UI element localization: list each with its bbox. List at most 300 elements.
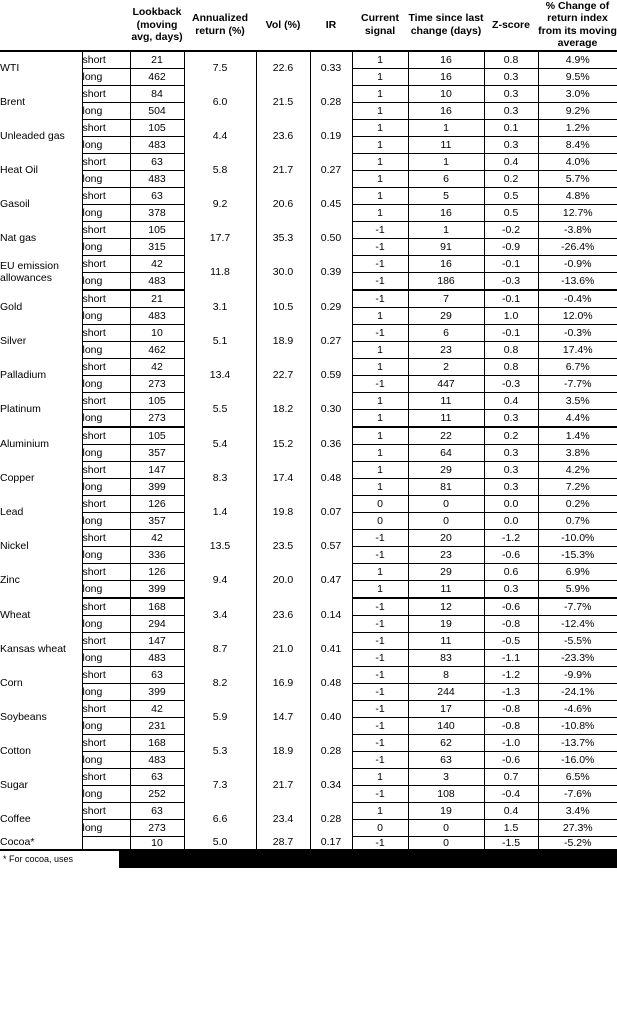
current-signal-value: -1 (352, 375, 408, 392)
current-signal-value: -1 (352, 529, 408, 546)
time-since-value: 11 (408, 632, 484, 649)
asset-name: Wheat (0, 598, 82, 633)
zscore-value: -1.0 (484, 734, 538, 751)
table-row (0, 563, 617, 580)
asset-name: Silver (0, 324, 82, 358)
pct-change-value: -9.9% (538, 666, 617, 683)
term-label: long (82, 478, 130, 495)
annualized-return-value: 5.3 (184, 734, 256, 768)
annualized-return-value: 5.4 (184, 427, 256, 462)
asset-name: Corn (0, 666, 82, 700)
vol-value: 28.7 (256, 836, 310, 850)
vol-value: 18.9 (256, 734, 310, 768)
zscore-value: 0.8 (484, 341, 538, 358)
zscore-value: 0.4 (484, 802, 538, 819)
term-label: short (82, 734, 130, 751)
current-signal-value: 1 (352, 341, 408, 358)
pct-change-value: -23.3% (538, 649, 617, 666)
time-since-value: 19 (408, 802, 484, 819)
annualized-return-value: 8.2 (184, 666, 256, 700)
time-since-value: 7 (408, 290, 484, 308)
lookback-value: 63 (130, 187, 184, 204)
footnote (0, 851, 617, 865)
pct-change-value: 3.5% (538, 392, 617, 409)
time-since-value: 23 (408, 546, 484, 563)
lookback-value: 105 (130, 427, 184, 445)
table-row (0, 666, 617, 683)
term-label: short (82, 427, 130, 445)
asset-name: Coffee (0, 802, 82, 836)
term-label: long (82, 307, 130, 324)
current-signal-value: -1 (352, 255, 408, 272)
annualized-return-value: 8.3 (184, 461, 256, 495)
ir-value: 0.27 (310, 324, 352, 358)
vol-value: 20.0 (256, 563, 310, 598)
zscore-value: 0.4 (484, 153, 538, 170)
current-signal-value: 0 (352, 512, 408, 529)
zscore-value: 1.0 (484, 307, 538, 324)
zscore-value: 0.0 (484, 495, 538, 512)
time-since-value: 23 (408, 341, 484, 358)
vol-value: 16.9 (256, 666, 310, 700)
current-signal-value: 1 (352, 802, 408, 819)
current-signal-value: 1 (352, 51, 408, 69)
vol-value: 21.7 (256, 153, 310, 187)
term-label: short (82, 529, 130, 546)
current-signal-value: 1 (352, 187, 408, 204)
lookback-value: 462 (130, 341, 184, 358)
term-label: long (82, 819, 130, 836)
zscore-value: -0.3 (484, 375, 538, 392)
zscore-value: -0.1 (484, 290, 538, 308)
current-signal-value: -1 (352, 717, 408, 734)
zscore-value: 0.4 (484, 392, 538, 409)
asset-name: EU emission allowances (0, 255, 82, 290)
zscore-value: 0.3 (484, 444, 538, 461)
header-annualized-return: Annualized return (%) (184, 0, 256, 51)
lookback-value: 21 (130, 51, 184, 69)
zscore-value: -1.1 (484, 649, 538, 666)
pct-change-value: 3.0% (538, 85, 617, 102)
ir-value: 0.36 (310, 427, 352, 462)
lookback-value: 273 (130, 409, 184, 427)
table-row (0, 153, 617, 170)
header-asset (0, 0, 82, 51)
zscore-value: 0.3 (484, 409, 538, 427)
time-since-value: 16 (408, 204, 484, 221)
current-signal-value: -1 (352, 649, 408, 666)
term-label: short (82, 358, 130, 375)
ir-value: 0.28 (310, 802, 352, 836)
annualized-return-value: 7.3 (184, 768, 256, 802)
header-ir: IR (310, 0, 352, 51)
term-label: long (82, 102, 130, 119)
ir-value: 0.34 (310, 768, 352, 802)
ir-value: 0.48 (310, 461, 352, 495)
lookback-value: 84 (130, 85, 184, 102)
pct-change-value: -7.6% (538, 785, 617, 802)
time-since-value: 62 (408, 734, 484, 751)
current-signal-value: -1 (352, 734, 408, 751)
vol-value: 15.2 (256, 427, 310, 462)
lookback-value: 399 (130, 580, 184, 598)
current-signal-value: 1 (352, 768, 408, 785)
zscore-value: 0.2 (484, 170, 538, 187)
time-since-value: 186 (408, 272, 484, 290)
time-since-value: 1 (408, 119, 484, 136)
pct-change-value: -3.8% (538, 221, 617, 238)
lookback-value: 147 (130, 632, 184, 649)
current-signal-value: 1 (352, 409, 408, 427)
vol-value: 35.3 (256, 221, 310, 255)
current-signal-value: -1 (352, 683, 408, 700)
current-signal-value: 1 (352, 119, 408, 136)
asset-name: Brent (0, 85, 82, 119)
ir-value: 0.47 (310, 563, 352, 598)
table-row (0, 461, 617, 478)
term-label: short (82, 666, 130, 683)
zscore-value: 0.2 (484, 427, 538, 445)
term-label: short (82, 255, 130, 272)
lookback-value: 63 (130, 666, 184, 683)
lookback-value: 126 (130, 563, 184, 580)
zscore-value: -1.5 (484, 836, 538, 850)
lookback-value: 357 (130, 512, 184, 529)
vol-value: 23.4 (256, 802, 310, 836)
term-label: long (82, 717, 130, 734)
table-row (0, 632, 617, 649)
table-row (0, 324, 617, 341)
term-label: long (82, 444, 130, 461)
ir-value: 0.50 (310, 221, 352, 255)
table-row (0, 427, 617, 445)
pct-change-value: -13.7% (538, 734, 617, 751)
time-since-value: 108 (408, 785, 484, 802)
pct-change-value: -13.6% (538, 272, 617, 290)
vol-value: 14.7 (256, 700, 310, 734)
zscore-value: 0.1 (484, 119, 538, 136)
time-since-value: 0 (408, 512, 484, 529)
pct-change-value: 6.7% (538, 358, 617, 375)
time-since-value: 11 (408, 136, 484, 153)
asset-name: WTI (0, 51, 82, 86)
lookback-value: 42 (130, 529, 184, 546)
pct-change-value: -7.7% (538, 375, 617, 392)
current-signal-value: 1 (352, 478, 408, 495)
pct-change-value: 12.0% (538, 307, 617, 324)
table-row (0, 358, 617, 375)
lookback-value: 273 (130, 375, 184, 392)
ir-value: 0.30 (310, 392, 352, 427)
current-signal-value: -1 (352, 700, 408, 717)
pct-change-value: -7.7% (538, 598, 617, 616)
header-term (82, 0, 130, 51)
pct-change-value: -16.0% (538, 751, 617, 768)
current-signal-value: -1 (352, 751, 408, 768)
asset-name: Zinc (0, 563, 82, 598)
current-signal-value: -1 (352, 666, 408, 683)
current-signal-value: -1 (352, 632, 408, 649)
pct-change-value: -15.3% (538, 546, 617, 563)
time-since-value: 8 (408, 666, 484, 683)
time-since-value: 10 (408, 85, 484, 102)
annualized-return-value: 9.4 (184, 563, 256, 598)
lookback-value: 483 (130, 751, 184, 768)
time-since-value: 11 (408, 580, 484, 598)
zscore-value: 1.5 (484, 819, 538, 836)
redaction-bar (119, 851, 617, 868)
vol-value: 23.5 (256, 529, 310, 563)
zscore-value: -1.2 (484, 529, 538, 546)
pct-change-value: 0.2% (538, 495, 617, 512)
ir-value: 0.33 (310, 51, 352, 86)
term-label: long (82, 341, 130, 358)
pct-change-value: -0.3% (538, 324, 617, 341)
time-since-value: 2 (408, 358, 484, 375)
pct-change-value: -0.4% (538, 290, 617, 308)
ir-value: 0.45 (310, 187, 352, 221)
time-since-value: 0 (408, 819, 484, 836)
annualized-return-value: 8.7 (184, 632, 256, 666)
annualized-return-value: 5.5 (184, 392, 256, 427)
zscore-value: 0.5 (484, 187, 538, 204)
time-since-value: 16 (408, 68, 484, 85)
annualized-return-value: 1.4 (184, 495, 256, 529)
pct-change-value: 6.5% (538, 768, 617, 785)
pct-change-value: -26.4% (538, 238, 617, 255)
term-label: long (82, 785, 130, 802)
header-vol: Vol (%) (256, 0, 310, 51)
zscore-value: -1.2 (484, 666, 538, 683)
time-since-value: 16 (408, 102, 484, 119)
time-since-value: 3 (408, 768, 484, 785)
ir-value: 0.29 (310, 290, 352, 325)
lookback-value: 105 (130, 119, 184, 136)
zscore-value: 0.6 (484, 563, 538, 580)
vol-value: 21.7 (256, 768, 310, 802)
lookback-value: 168 (130, 598, 184, 616)
vol-value: 21.0 (256, 632, 310, 666)
term-label: short (82, 153, 130, 170)
vol-value: 21.5 (256, 85, 310, 119)
vol-value: 22.6 (256, 51, 310, 86)
zscore-value: 0.7 (484, 768, 538, 785)
zscore-value: -0.2 (484, 221, 538, 238)
lookback-value: 10 (130, 836, 184, 850)
term-label: long (82, 546, 130, 563)
current-signal-value: 0 (352, 819, 408, 836)
vol-value: 22.7 (256, 358, 310, 392)
current-signal-value: -1 (352, 221, 408, 238)
pct-change-value: 9.2% (538, 102, 617, 119)
pct-change-value: -10.8% (538, 717, 617, 734)
lookback-value: 399 (130, 683, 184, 700)
zscore-value: 0.3 (484, 580, 538, 598)
pct-change-value: 9.5% (538, 68, 617, 85)
term-label: short (82, 495, 130, 512)
table-row (0, 187, 617, 204)
lookback-value: 504 (130, 102, 184, 119)
zscore-value: -0.6 (484, 546, 538, 563)
lookback-value: 483 (130, 170, 184, 187)
time-since-value: 17 (408, 700, 484, 717)
term-label: long (82, 615, 130, 632)
time-since-value: 83 (408, 649, 484, 666)
zscore-value: -0.3 (484, 272, 538, 290)
current-signal-value: -1 (352, 546, 408, 563)
ir-value: 0.14 (310, 598, 352, 633)
pct-change-value: -12.4% (538, 615, 617, 632)
current-signal-value: 1 (352, 85, 408, 102)
time-since-value: 0 (408, 836, 484, 850)
time-since-value: 447 (408, 375, 484, 392)
annualized-return-value: 17.7 (184, 221, 256, 255)
zscore-value: 0.3 (484, 136, 538, 153)
term-label: long (82, 68, 130, 85)
table-row (0, 51, 617, 69)
ir-value: 0.48 (310, 666, 352, 700)
term-label: long (82, 409, 130, 427)
header-lookback: Lookback (moving avg, days) (130, 0, 184, 51)
pct-change-value: 4.8% (538, 187, 617, 204)
current-signal-value: 1 (352, 444, 408, 461)
current-signal-value: 1 (352, 204, 408, 221)
ir-value: 0.28 (310, 85, 352, 119)
time-since-value: 63 (408, 751, 484, 768)
lookback-value: 483 (130, 307, 184, 324)
pct-change-value: 3.8% (538, 444, 617, 461)
annualized-return-value: 6.0 (184, 85, 256, 119)
lookback-value: 483 (130, 136, 184, 153)
pct-change-value: 4.4% (538, 409, 617, 427)
ir-value: 0.19 (310, 119, 352, 153)
table-header (0, 0, 617, 51)
zscore-value: 0.3 (484, 85, 538, 102)
current-signal-value: -1 (352, 324, 408, 341)
term-label: long (82, 375, 130, 392)
table-row (0, 392, 617, 409)
table-row (0, 734, 617, 751)
header-zscore: Z-score (484, 0, 538, 51)
pct-change-value: 8.4% (538, 136, 617, 153)
vol-value: 19.8 (256, 495, 310, 529)
zscore-value: 0.8 (484, 51, 538, 69)
pct-change-value: 12.7% (538, 204, 617, 221)
asset-name: Palladium (0, 358, 82, 392)
asset-name: Platinum (0, 392, 82, 427)
table-row (0, 290, 617, 308)
term-label: short (82, 119, 130, 136)
header-current-signal: Current signal (352, 0, 408, 51)
pct-change-value: 17.4% (538, 341, 617, 358)
term-label: long (82, 204, 130, 221)
annualized-return-value: 6.6 (184, 802, 256, 836)
lookback-value: 378 (130, 204, 184, 221)
lookback-value: 273 (130, 819, 184, 836)
term-label: short (82, 563, 130, 580)
ir-value: 0.07 (310, 495, 352, 529)
asset-name: Gold (0, 290, 82, 325)
pct-change-value: 5.7% (538, 170, 617, 187)
pct-change-value: -24.1% (538, 683, 617, 700)
zscore-value: 0.3 (484, 102, 538, 119)
current-signal-value: -1 (352, 272, 408, 290)
term-label: long (82, 751, 130, 768)
time-since-value: 6 (408, 170, 484, 187)
zscore-value: -1.3 (484, 683, 538, 700)
time-since-value: 11 (408, 409, 484, 427)
lookback-value: 252 (130, 785, 184, 802)
lookback-value: 63 (130, 153, 184, 170)
zscore-value: 0.5 (484, 204, 538, 221)
current-signal-value: 1 (352, 563, 408, 580)
vol-value: 17.4 (256, 461, 310, 495)
term-label: long (82, 683, 130, 700)
zscore-value: 0.0 (484, 512, 538, 529)
lookback-value: 21 (130, 290, 184, 308)
asset-name: Gasoil (0, 187, 82, 221)
pct-change-value: -10.0% (538, 529, 617, 546)
lookback-value: 168 (130, 734, 184, 751)
asset-name: Unleaded gas (0, 119, 82, 153)
current-signal-value: 1 (352, 307, 408, 324)
vol-value: 18.2 (256, 392, 310, 427)
current-signal-value: 1 (352, 461, 408, 478)
ir-value: 0.57 (310, 529, 352, 563)
term-label: short (82, 700, 130, 717)
lookback-value: 126 (130, 495, 184, 512)
term-label: long (82, 512, 130, 529)
annualized-return-value: 5.0 (184, 836, 256, 850)
vol-value: 23.6 (256, 598, 310, 633)
pct-change-value: 6.9% (538, 563, 617, 580)
lookback-value: 42 (130, 255, 184, 272)
lookback-value: 462 (130, 68, 184, 85)
time-since-value: 1 (408, 153, 484, 170)
annualized-return-value: 5.1 (184, 324, 256, 358)
zscore-value: -0.6 (484, 598, 538, 616)
asset-name: Cocoa* (0, 836, 82, 850)
table-row (0, 495, 617, 512)
table-row (0, 598, 617, 616)
time-since-value: 19 (408, 615, 484, 632)
term-label: short (82, 392, 130, 409)
current-signal-value: 1 (352, 358, 408, 375)
lookback-value: 357 (130, 444, 184, 461)
time-since-value: 91 (408, 238, 484, 255)
pct-change-value: 4.2% (538, 461, 617, 478)
current-signal-value: -1 (352, 836, 408, 850)
asset-name: Heat Oil (0, 153, 82, 187)
annualized-return-value: 13.5 (184, 529, 256, 563)
time-since-value: 0 (408, 495, 484, 512)
zscore-value: 0.3 (484, 68, 538, 85)
current-signal-value: 1 (352, 580, 408, 598)
ir-value: 0.28 (310, 734, 352, 768)
annualized-return-value: 13.4 (184, 358, 256, 392)
lookback-value: 315 (130, 238, 184, 255)
current-signal-value: -1 (352, 290, 408, 308)
term-label: short (82, 221, 130, 238)
time-since-value: 6 (408, 324, 484, 341)
pct-change-value: 27.3% (538, 819, 617, 836)
lookback-value: 42 (130, 358, 184, 375)
zscore-value: -0.8 (484, 615, 538, 632)
pct-change-value: 1.4% (538, 427, 617, 445)
annualized-return-value: 3.4 (184, 598, 256, 633)
current-signal-value: -1 (352, 598, 408, 616)
lookback-value: 10 (130, 324, 184, 341)
